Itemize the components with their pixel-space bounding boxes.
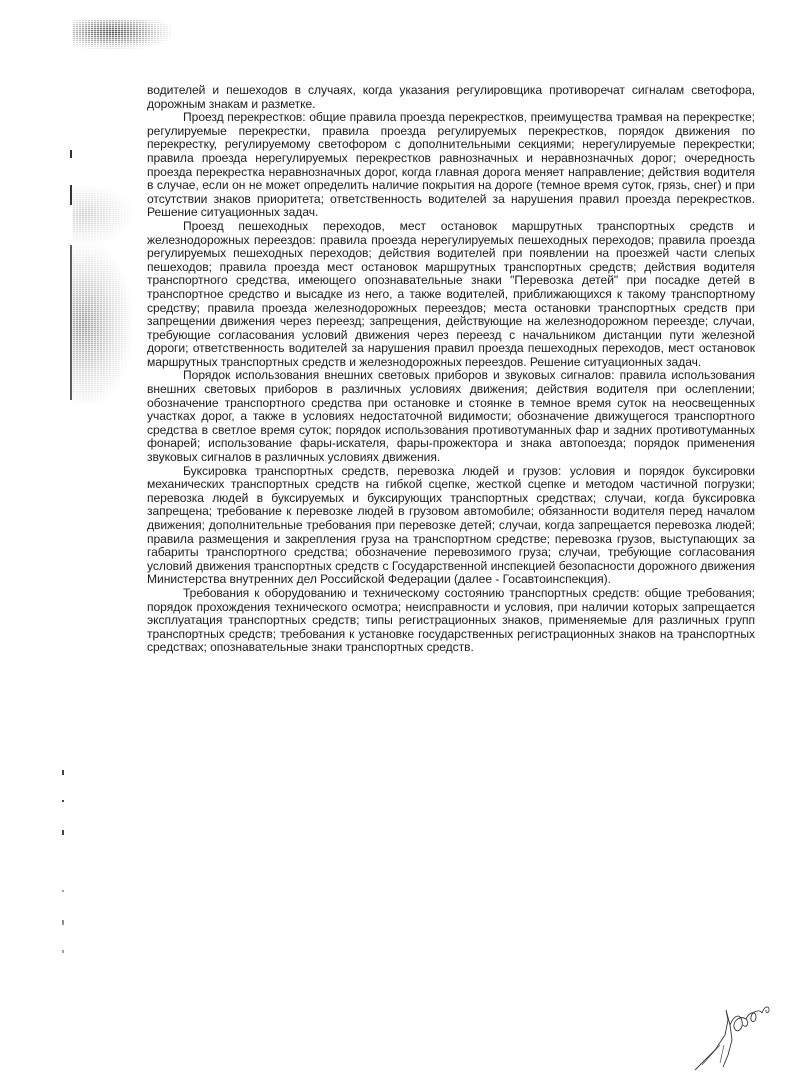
scan-edge-mark <box>62 770 64 775</box>
paragraph-towing-and-transport: Буксировка транспортных средств, перевозка людей и грузов: условия и порядок буксировки механических транспортных средств на гибкой сцепке, жесткой сцепке и методом частичной погрузки; перевозка людей в буксируемых и буксирующих транспортных средствах; случаи, когда буксировка запрещена; требование к перевозке людей в грузовом автомобиле; обязанности водителя перед началом движения; дополнительные требования при перевозке детей; случаи, когда запрещается перевозка людей; правила размещения и закрепления груза на транспортном средстве; перевозка грузов, выступающих за габариты транспортного средства; обозначение перевозимого груза; случаи, требующие согласования условий движения транспортных средств с Государственной инспекцией безопасности дорожного движения Министерства внутренних дел Российской Федерации (далее - Госавтоинспекция). <box>147 463 755 587</box>
scan-edge-mark <box>62 890 64 892</box>
scan-edge-mark <box>62 950 64 953</box>
scan-artifact-left <box>72 185 132 245</box>
scan-artifact-top <box>72 20 172 50</box>
paragraph-lights-and-signals: Порядок использования внешних световых приборов и звуковых сигналов: правила использования внешних световых приборов в различных условиях движения; действия водителя при ослеплении; обозначение транспортного средства при остановке и стоянке в темное время суток на неосвещенных участках дорог, а также в условиях недостаточной видимости; обозначение движущегося транспортного средства в светлое время суток; порядок использования противотуманных фар и задних противотуманных фонарей; использование фары-искателя, фары-прожектора и знака автопоезда; порядок применения звуковых сигналов в различных условиях движения. <box>147 368 755 465</box>
signature-icon <box>690 995 775 1075</box>
scan-edge-mark <box>70 150 72 158</box>
paragraph-technical-requirements: Требования к оборудованию и техническому состоянию транспортных средств: общие требования; порядок прохождения технического осмотра; неисправности и условия, при наличии которых запрещается эксплуатация транспортных средств; типы регистрационных знаков, применяемые для различных групп транспортных средств; требования к установке государственных регистрационных знаков на транспортных средствах; опознавательные знаки транспортных средств. <box>147 585 755 655</box>
scan-edge-mark <box>62 830 64 835</box>
paragraph-continuation: водителей и пешеходов в случаях, когда указания регулировщика противоречат сигналам светофора, дорожным знакам и разметке. <box>147 83 755 111</box>
scan-artifact-left <box>72 245 132 405</box>
document-body <box>147 84 755 655</box>
scan-edge-mark <box>62 920 64 925</box>
scan-edge-mark <box>62 800 64 802</box>
paragraph-pedestrian-crossings: Проезд пешеходных переходов, мест остановок маршрутных транспортных средств и железнодорожных переездов: правила проезда нерегулируемых пешеходных переходов; правила проезда регулируемых пешеходных переходов; действия водителей при появлении на проезжей части слепых пешеходов; правила проезда мест остановок маршрутных транспортных средств; действия водителя транспортного средства, имеющего опознавательные знаки "Перевозка детей" при посадке детей в транспортное средство и высадке из него, а также водителей, приближающихся к такому транспортному средству; правила проезда железнодорожных переездов; места остановки транспортных средств при запрещении движения через переезд; запрещения, действующие на железнодорожном переезде; случаи, требующие согласования условий движения через переезд с начальником дистанции пути железной дороги; ответственность водителей за нарушения правил проезда пешеходных переходов, мест остановок маршрутных транспортных средств и железнодорожных переездов. Решение ситуационных задач. <box>147 218 755 369</box>
paragraph-intersections: Проезд перекрестков: общие правила проезда перекрестков, преимущества трамвая на перекрестке; регулируемые перекрестки, правила проезда регулируемых перекрестков, порядок движения по перекрестку, регулируемому светофором с дополнительными секциями; нерегулируемые перекрестки; правила проезда нерегулируемых перекрестков равнозначных и неравнозначных дорог; очередность проезда перекрестка неравнозначных дорог, когда главная дорога меняет направление; действия водителя в случае, если он не может определить наличие покрытия на дороге (темное время суток, грязь, снег) и при отсутствии знаков приоритета; ответственность водителей за нарушения правил проезда перекрестков. Решение ситуационных задач. <box>147 110 755 220</box>
